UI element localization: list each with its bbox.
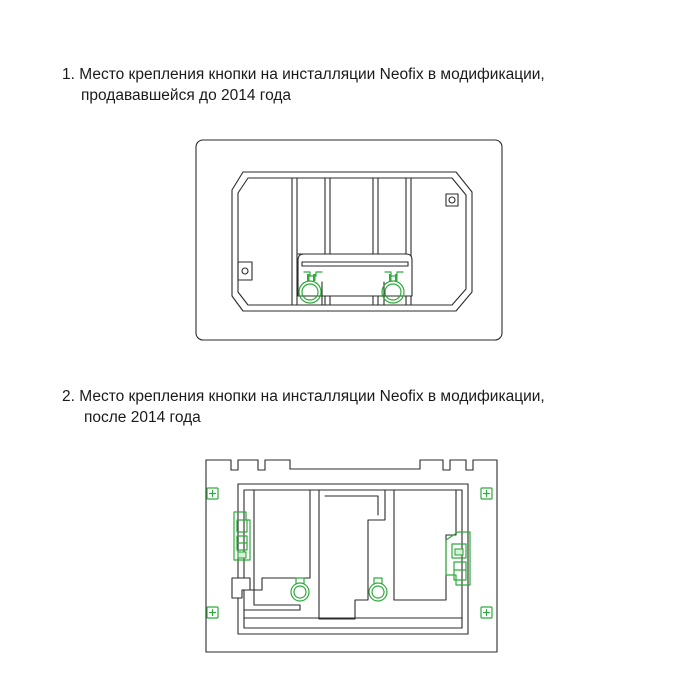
diagram-2-screw-top-right bbox=[481, 488, 492, 499]
caption-1-line-1: Место крепления кнопки на инсталляции Neofix в модификации, bbox=[79, 66, 545, 83]
diagram-2-mount-point-right bbox=[369, 578, 387, 601]
diagram-2-right-compartment bbox=[394, 490, 456, 600]
diagram-1-installation-frame bbox=[196, 140, 502, 340]
diagram-1-mount-top-right bbox=[446, 194, 458, 206]
caption-1-line-2: продававшейся до 2014 года bbox=[81, 87, 292, 104]
diagram-2-left-latch bbox=[232, 578, 250, 598]
diagram-1-mount-bottom-left bbox=[238, 262, 252, 280]
diagram-2-clip-left bbox=[234, 512, 250, 560]
diagram-2-pocket-outer bbox=[238, 484, 468, 634]
diagram-2-pocket-inner bbox=[244, 490, 462, 628]
caption-2-number: 2. bbox=[62, 388, 75, 405]
diagram-2-clip-right bbox=[446, 532, 470, 585]
caption-2-line-1: Место крепления кнопки на инсталляции Neofix в модификации, bbox=[79, 388, 545, 405]
caption-1-number: 1. bbox=[62, 66, 75, 83]
diagram-2-screw-bottom-right bbox=[481, 607, 492, 618]
diagram-2-center-divider bbox=[319, 490, 385, 619]
caption-2-line-2: после 2014 года bbox=[84, 409, 201, 426]
diagram-2-installation-frame bbox=[206, 460, 497, 652]
diagram-2-left-compartment bbox=[254, 490, 310, 590]
diagram-2-screw-bottom-left bbox=[207, 607, 218, 618]
diagram-2-screw-top-left bbox=[207, 488, 218, 499]
diagram-2-mount-point-left bbox=[291, 578, 309, 601]
